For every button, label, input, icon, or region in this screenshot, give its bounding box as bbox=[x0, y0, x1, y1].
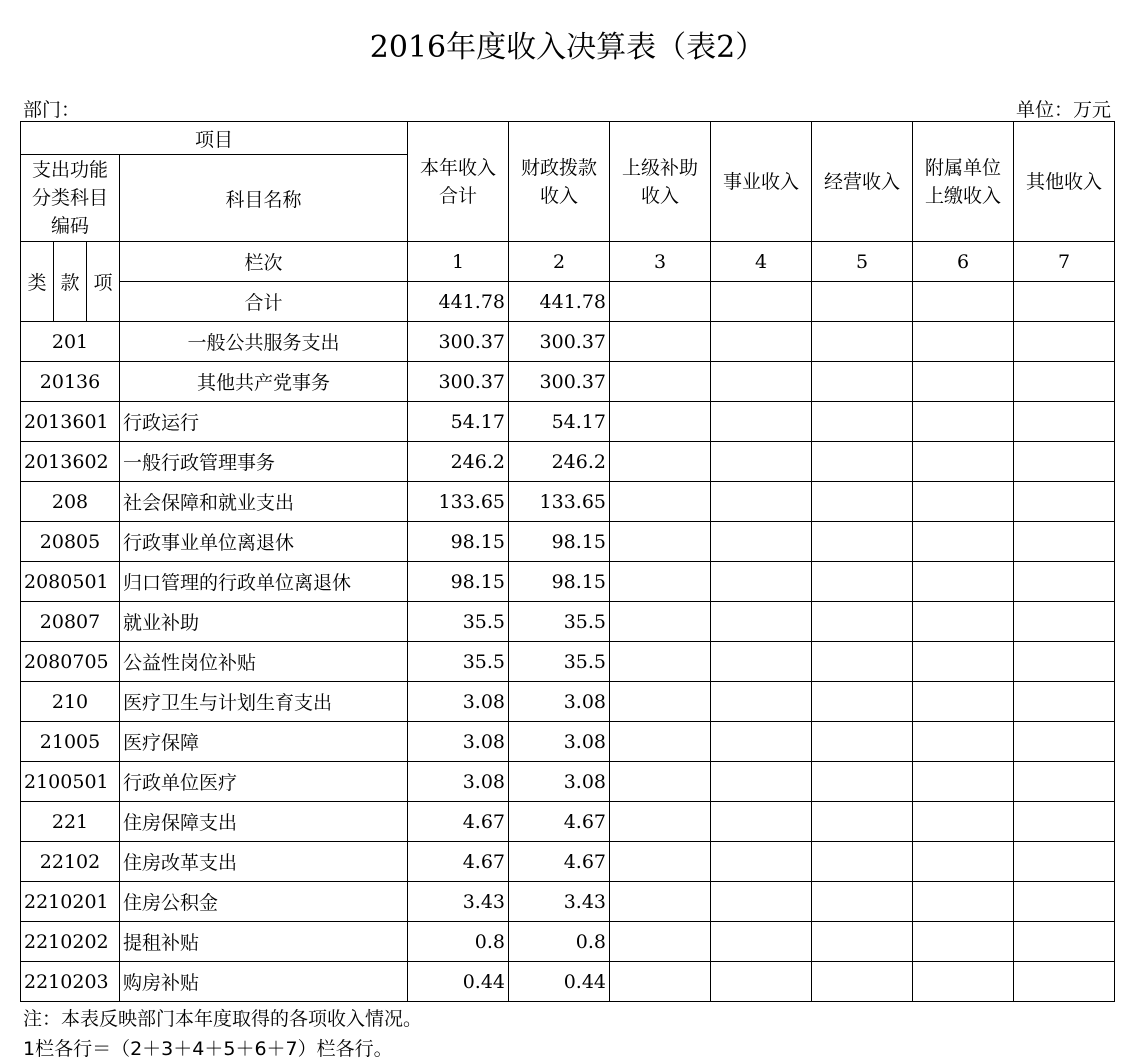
row-subject-name: 一般公共服务支出 bbox=[120, 322, 408, 362]
empty-cell bbox=[1014, 882, 1115, 922]
row-code: 2013602 bbox=[21, 442, 120, 482]
row-total-amount: 3.43 bbox=[408, 882, 509, 922]
empty-cell bbox=[610, 682, 711, 722]
row-code: 208 bbox=[21, 482, 120, 522]
empty-cell bbox=[812, 642, 913, 682]
row-code: 21005 bbox=[21, 722, 120, 762]
empty-cell bbox=[610, 882, 711, 922]
income-table bbox=[20, 121, 1115, 1002]
empty-cell bbox=[610, 722, 711, 762]
row-subject-name: 一般行政管理事务 bbox=[120, 442, 408, 482]
header-col-5: 经营收入 bbox=[812, 122, 913, 242]
empty-cell bbox=[812, 962, 913, 1002]
row-total-amount: 300.37 bbox=[408, 362, 509, 402]
header-col-1: 本年收入 合计 bbox=[408, 122, 509, 242]
row-subject-name: 住房公积金 bbox=[120, 882, 408, 922]
column-number-1: 1 bbox=[408, 242, 509, 282]
empty-cell bbox=[1014, 562, 1115, 602]
row-code: 2100501 bbox=[21, 762, 120, 802]
header-col-6: 附属单位 上缴收入 bbox=[913, 122, 1014, 242]
row-fiscal-amount: 0.44 bbox=[509, 962, 610, 1002]
empty-cell bbox=[610, 482, 711, 522]
empty-cell bbox=[711, 722, 812, 762]
empty-cell bbox=[812, 922, 913, 962]
empty-cell bbox=[812, 882, 913, 922]
empty-cell bbox=[711, 362, 812, 402]
row-fiscal-amount: 4.67 bbox=[509, 802, 610, 842]
empty-cell bbox=[812, 562, 913, 602]
column-number-5: 5 bbox=[812, 242, 913, 282]
row-subject-name: 行政事业单位离退休 bbox=[120, 522, 408, 562]
empty-cell bbox=[1014, 362, 1115, 402]
empty-cell bbox=[1014, 642, 1115, 682]
empty-cell bbox=[610, 562, 711, 602]
row-subject-name: 归口管理的行政单位离退休 bbox=[120, 562, 408, 602]
row-code: 201 bbox=[21, 322, 120, 362]
notes bbox=[23, 1004, 422, 1064]
row-code: 2080705 bbox=[21, 642, 120, 682]
table-row bbox=[21, 962, 1115, 1002]
row-total-amount: 300.37 bbox=[408, 322, 509, 362]
row-code: 221 bbox=[21, 802, 120, 842]
empty-cell bbox=[711, 682, 812, 722]
empty-cell bbox=[711, 602, 812, 642]
empty-cell bbox=[1014, 402, 1115, 442]
row-subject-name: 购房补贴 bbox=[120, 962, 408, 1002]
table-body bbox=[21, 122, 1115, 1002]
row-subject-name: 行政运行 bbox=[120, 402, 408, 442]
table-row bbox=[21, 442, 1115, 482]
table-row bbox=[21, 522, 1115, 562]
empty-cell bbox=[913, 642, 1014, 682]
empty-cell bbox=[812, 762, 913, 802]
row-fiscal-amount: 246.2 bbox=[509, 442, 610, 482]
empty-cell bbox=[1014, 482, 1115, 522]
empty-cell bbox=[610, 362, 711, 402]
row-code: 2210202 bbox=[21, 922, 120, 962]
header-row-3 bbox=[21, 242, 1115, 282]
empty-cell bbox=[610, 962, 711, 1002]
empty-cell bbox=[610, 642, 711, 682]
column-number-3: 3 bbox=[610, 242, 711, 282]
row-total-amount: 133.65 bbox=[408, 482, 509, 522]
table-row bbox=[21, 642, 1115, 682]
table-row bbox=[21, 722, 1115, 762]
row-code: 2210203 bbox=[21, 962, 120, 1002]
unit-label: 单位：万元 bbox=[1015, 99, 1111, 121]
header-col-2: 财政拨款 收入 bbox=[509, 122, 610, 242]
empty-cell bbox=[610, 282, 711, 322]
empty-cell bbox=[1014, 282, 1115, 322]
row-fiscal-amount: 133.65 bbox=[509, 482, 610, 522]
header-xiang: 项 bbox=[87, 242, 120, 322]
row-subject-name: 就业补助 bbox=[120, 602, 408, 642]
empty-cell bbox=[913, 722, 1014, 762]
empty-cell bbox=[913, 442, 1014, 482]
empty-cell bbox=[610, 922, 711, 962]
header-row-1 bbox=[21, 122, 1115, 155]
department-label: 部门： bbox=[23, 99, 81, 121]
empty-cell bbox=[812, 442, 913, 482]
header-code-group: 支出功能 分类科目 编码 bbox=[21, 155, 120, 242]
row-subject-name: 住房保障支出 bbox=[120, 802, 408, 842]
empty-cell bbox=[711, 402, 812, 442]
empty-cell bbox=[1014, 522, 1115, 562]
empty-cell bbox=[711, 522, 812, 562]
table-row bbox=[21, 322, 1115, 362]
empty-cell bbox=[913, 882, 1014, 922]
row-code: 210 bbox=[21, 682, 120, 722]
row-total-amount: 246.2 bbox=[408, 442, 509, 482]
empty-cell bbox=[711, 762, 812, 802]
row-total-amount: 35.5 bbox=[408, 642, 509, 682]
row-fiscal-amount: 54.17 bbox=[509, 402, 610, 442]
empty-cell bbox=[711, 922, 812, 962]
row-subject-name: 公益性岗位补贴 bbox=[120, 642, 408, 682]
header-lei: 类 bbox=[21, 242, 54, 322]
table-row bbox=[21, 762, 1115, 802]
row-code: 22102 bbox=[21, 842, 120, 882]
empty-cell bbox=[1014, 682, 1115, 722]
row-fiscal-amount: 0.8 bbox=[509, 922, 610, 962]
column-number-2: 2 bbox=[509, 242, 610, 282]
row-total-amount: 35.5 bbox=[408, 602, 509, 642]
empty-cell bbox=[812, 682, 913, 722]
total-amount: 441.78 bbox=[408, 282, 509, 322]
empty-cell bbox=[913, 482, 1014, 522]
empty-cell bbox=[812, 522, 913, 562]
row-fiscal-amount: 35.5 bbox=[509, 642, 610, 682]
empty-cell bbox=[812, 282, 913, 322]
column-number-4: 4 bbox=[711, 242, 812, 282]
empty-cell bbox=[1014, 602, 1115, 642]
header-kuan: 款 bbox=[54, 242, 87, 322]
row-code: 20136 bbox=[21, 362, 120, 402]
empty-cell bbox=[1014, 922, 1115, 962]
empty-cell bbox=[812, 402, 913, 442]
row-fiscal-amount: 3.43 bbox=[509, 882, 610, 922]
row-code: 2013601 bbox=[21, 402, 120, 442]
column-number-7: 7 bbox=[1014, 242, 1115, 282]
row-code: 2210201 bbox=[21, 882, 120, 922]
row-fiscal-amount: 300.37 bbox=[509, 322, 610, 362]
row-code: 2080501 bbox=[21, 562, 120, 602]
empty-cell bbox=[913, 682, 1014, 722]
note-line-2: 1栏各行＝（2＋3＋4＋5＋6＋7）栏各行。 bbox=[23, 1038, 393, 1060]
row-fiscal-amount: 3.08 bbox=[509, 722, 610, 762]
empty-cell bbox=[812, 362, 913, 402]
table-row bbox=[21, 562, 1115, 602]
empty-cell bbox=[913, 762, 1014, 802]
total-row bbox=[21, 282, 1115, 322]
row-code: 20805 bbox=[21, 522, 120, 562]
empty-cell bbox=[812, 802, 913, 842]
header-col-7: 其他收入 bbox=[1014, 122, 1115, 242]
total-fiscal: 441.78 bbox=[509, 282, 610, 322]
row-code: 20807 bbox=[21, 602, 120, 642]
row-subject-name: 住房改革支出 bbox=[120, 842, 408, 882]
row-total-amount: 4.67 bbox=[408, 802, 509, 842]
table-row bbox=[21, 602, 1115, 642]
row-fiscal-amount: 4.67 bbox=[509, 842, 610, 882]
empty-cell bbox=[913, 402, 1014, 442]
empty-cell bbox=[913, 282, 1014, 322]
empty-cell bbox=[610, 762, 711, 802]
empty-cell bbox=[1014, 322, 1115, 362]
row-subject-name: 行政单位医疗 bbox=[120, 762, 408, 802]
empty-cell bbox=[913, 362, 1014, 402]
column-number-6: 6 bbox=[913, 242, 1014, 282]
empty-cell bbox=[913, 562, 1014, 602]
empty-cell bbox=[812, 722, 913, 762]
table-row bbox=[21, 402, 1115, 442]
row-total-amount: 3.08 bbox=[408, 762, 509, 802]
row-total-amount: 3.08 bbox=[408, 682, 509, 722]
empty-cell bbox=[812, 842, 913, 882]
empty-cell bbox=[711, 642, 812, 682]
empty-cell bbox=[711, 482, 812, 522]
header-col-4: 事业收入 bbox=[711, 122, 812, 242]
empty-cell bbox=[1014, 762, 1115, 802]
empty-cell bbox=[1014, 842, 1115, 882]
empty-cell bbox=[711, 322, 812, 362]
empty-cell bbox=[812, 602, 913, 642]
empty-cell bbox=[711, 442, 812, 482]
empty-cell bbox=[711, 802, 812, 842]
row-total-amount: 54.17 bbox=[408, 402, 509, 442]
empty-cell bbox=[812, 482, 913, 522]
empty-cell bbox=[610, 522, 711, 562]
table-row bbox=[21, 882, 1115, 922]
table-row bbox=[21, 922, 1115, 962]
header-col-3: 上级补助 收入 bbox=[610, 122, 711, 242]
empty-cell bbox=[711, 962, 812, 1002]
row-subject-name: 医疗卫生与计划生育支出 bbox=[120, 682, 408, 722]
row-total-amount: 98.15 bbox=[408, 522, 509, 562]
empty-cell bbox=[711, 882, 812, 922]
page-title: 2016年度收入决算表（表2） bbox=[369, 30, 766, 65]
empty-cell bbox=[610, 602, 711, 642]
row-subject-name: 其他共产党事务 bbox=[120, 362, 408, 402]
empty-cell bbox=[812, 322, 913, 362]
empty-cell bbox=[913, 802, 1014, 842]
empty-cell bbox=[1014, 802, 1115, 842]
row-subject-name: 社会保障和就业支出 bbox=[120, 482, 408, 522]
row-subject-name: 医疗保障 bbox=[120, 722, 408, 762]
header-subject-name: 科目名称 bbox=[120, 155, 408, 242]
row-total-amount: 3.08 bbox=[408, 722, 509, 762]
empty-cell bbox=[913, 322, 1014, 362]
empty-cell bbox=[610, 802, 711, 842]
row-fiscal-amount: 3.08 bbox=[509, 682, 610, 722]
table-row bbox=[21, 802, 1115, 842]
row-fiscal-amount: 3.08 bbox=[509, 762, 610, 802]
empty-cell bbox=[711, 282, 812, 322]
empty-cell bbox=[1014, 722, 1115, 762]
header-project: 项目 bbox=[21, 122, 408, 155]
row-total-amount: 0.44 bbox=[408, 962, 509, 1002]
empty-cell bbox=[711, 842, 812, 882]
empty-cell bbox=[711, 562, 812, 602]
row-fiscal-amount: 98.15 bbox=[509, 522, 610, 562]
empty-cell bbox=[913, 522, 1014, 562]
table-row bbox=[21, 362, 1115, 402]
row-fiscal-amount: 35.5 bbox=[509, 602, 610, 642]
row-subject-name: 提租补贴 bbox=[120, 922, 408, 962]
empty-cell bbox=[610, 402, 711, 442]
empty-cell bbox=[610, 842, 711, 882]
empty-cell bbox=[610, 322, 711, 362]
empty-cell bbox=[610, 442, 711, 482]
empty-cell bbox=[913, 602, 1014, 642]
empty-cell bbox=[1014, 962, 1115, 1002]
empty-cell bbox=[1014, 442, 1115, 482]
empty-cell bbox=[913, 842, 1014, 882]
table-row bbox=[21, 482, 1115, 522]
table-row bbox=[21, 682, 1115, 722]
empty-cell bbox=[913, 962, 1014, 1002]
header-column-order: 栏次 bbox=[120, 242, 408, 282]
row-fiscal-amount: 98.15 bbox=[509, 562, 610, 602]
table-row bbox=[21, 842, 1115, 882]
note-line-1: 注：本表反映部门本年度取得的各项收入情况。 bbox=[23, 1008, 423, 1030]
row-total-amount: 4.67 bbox=[408, 842, 509, 882]
row-fiscal-amount: 300.37 bbox=[509, 362, 610, 402]
total-label: 合计 bbox=[120, 282, 408, 322]
empty-cell bbox=[913, 922, 1014, 962]
row-total-amount: 98.15 bbox=[408, 562, 509, 602]
row-total-amount: 0.8 bbox=[408, 922, 509, 962]
